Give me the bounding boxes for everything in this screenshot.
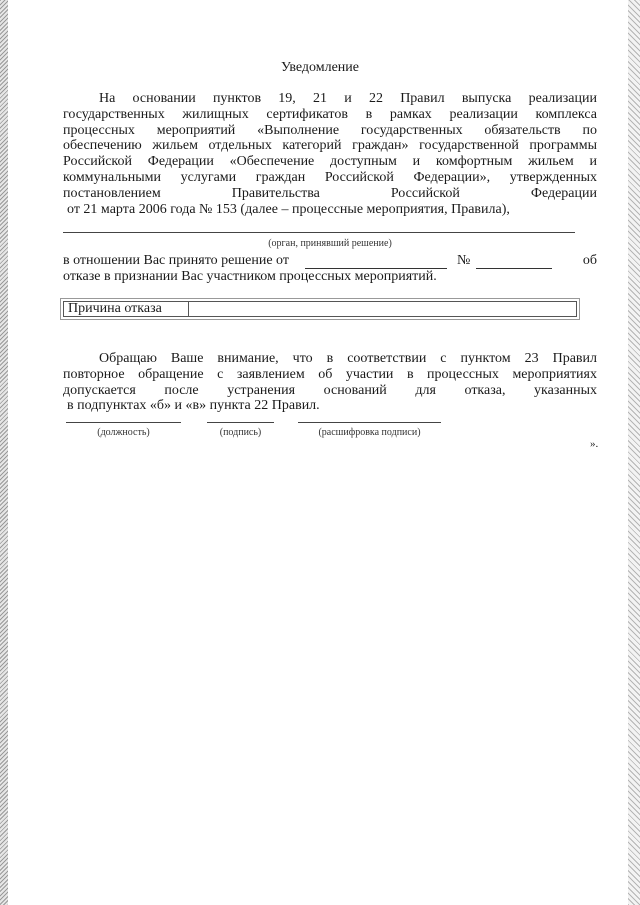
position-caption: (должность) xyxy=(97,427,150,438)
intro-line: государственных жилищных сертификатов в рамках реализации комплекса xyxy=(63,106,597,122)
intro-line: постановлением Правительства Российской Федерации xyxy=(63,185,597,201)
intro-line: Российской Федерации «Обеспечение доступным и комфортным жильем и xyxy=(63,154,597,170)
authority-caption: (орган, принявший решение) xyxy=(268,238,392,249)
intro-line: от 21 марта 2006 года № 153 (далее – процессные мероприятия, Правила), xyxy=(67,201,510,217)
authority-fill-line[interactable] xyxy=(63,232,575,233)
intro-line: коммунальными услугами граждан Российской Федерации», утвержденных xyxy=(63,169,597,185)
decision-prefix: в отношении Вас принято решение от xyxy=(63,253,289,269)
decoding-fill-line[interactable] xyxy=(298,422,441,423)
notice-paragraph xyxy=(63,351,597,414)
intro-line: На основании пунктов 19, 21 и 22 Правил выпуска реализации xyxy=(99,91,597,106)
refusal-reason-label: Причина отказа xyxy=(64,302,189,316)
decision-suffix: об xyxy=(582,253,597,269)
decision-text: отказе в признании Вас участником процессных мероприятий. xyxy=(63,269,437,285)
signature-fill-line[interactable] xyxy=(207,422,274,423)
decision-line xyxy=(63,253,597,269)
intro-line: обеспечению жильем отдельных категорий граждан» государственной программы xyxy=(63,138,597,154)
decoding-caption: (расшифровка подписи) xyxy=(318,427,421,438)
position-fill-line[interactable] xyxy=(66,422,181,423)
refusal-reason-field[interactable] xyxy=(63,301,577,317)
notice-line: допускается после устранения оснований для отказа, указанных xyxy=(63,382,597,398)
intro-paragraph xyxy=(63,91,597,217)
notice-line: Обращаю Ваше внимание, что в соответствии с пунктом 23 Правил xyxy=(99,351,597,366)
signature-caption: (подпись) xyxy=(219,427,262,438)
decision-number-field[interactable] xyxy=(476,256,552,269)
notice-line: в подпунктах «б» и «в» пункта 22 Правил. xyxy=(67,398,320,414)
document-title: Уведомление xyxy=(280,60,359,75)
number-sign: № xyxy=(456,253,471,269)
notice-line: повторное обращение с заявлением об участии в процессных мероприятиях xyxy=(63,366,597,382)
closing-quote-mark: ». xyxy=(590,438,599,450)
decision-line xyxy=(63,269,597,285)
decision-block xyxy=(63,253,597,285)
decision-date-field[interactable] xyxy=(305,256,447,269)
intro-line: процессных мероприятий «Выполнение государственных обязательств по xyxy=(63,122,597,138)
